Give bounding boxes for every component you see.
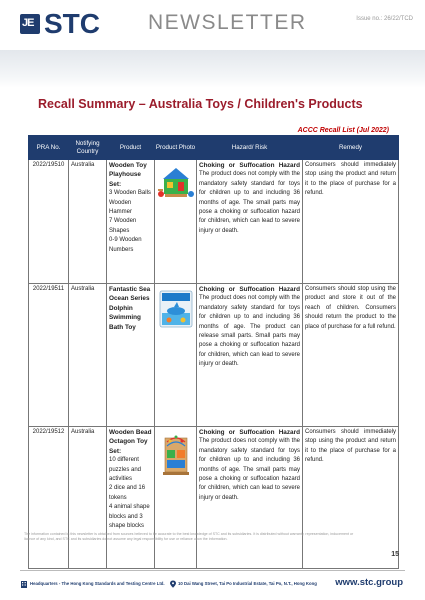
dolphin-bath-toy-photo [157, 289, 195, 329]
table-header-row [29, 136, 399, 160]
product-cell [107, 284, 155, 427]
footer-bar [20, 578, 415, 592]
product-detail: 2 dice and 16 tokens [109, 485, 146, 501]
bead-octagon-toy-photo [157, 432, 195, 472]
issue-number: Issue no.: 26/22/TCD [356, 16, 413, 22]
wooden-playhouse-photo [157, 165, 195, 205]
pra-number: 2022/19510 [29, 160, 69, 284]
website-link[interactable]: www.stc.group [335, 577, 403, 588]
product-name: Wooden Toy Playhouse Set: [109, 162, 147, 188]
logo-text: STC [44, 8, 100, 39]
headquarters-text: Headquarters - The Hong Kong Standards and Testing Centre Ltd. [30, 581, 165, 586]
hazard-description: The product does not comply with the mandatory safety standard for toys for children up to and including 36 months of age. The small parts may pose a choking or suffocation hazard for children, which can lead to severe injury or death. [199, 438, 300, 501]
hazard-cell [197, 160, 303, 284]
footer-divider [20, 570, 405, 571]
product-detail: Wooden Hammer [109, 199, 133, 216]
product-detail: 3 Wooden Balls [109, 190, 151, 197]
hazard-description: The product does not comply with the mandatory safety standard for toys for children up to and including 36 months of age. The product can release small parts. Small parts may pose a choking or suffocation hazard for children, which can lead to severe injury or death. [199, 295, 300, 368]
hazard-cell [197, 427, 303, 569]
building-icon [20, 580, 28, 588]
header-remedy: Remedy [303, 136, 399, 160]
table-row [29, 427, 399, 569]
product-detail: 0-9 Wooden Numbers [109, 237, 142, 253]
product-cell [107, 160, 155, 284]
notifying-country: Australia [69, 160, 107, 284]
remedy-cell [303, 284, 399, 427]
hazard-title: Choking or Suffocation Hazard [199, 429, 300, 436]
remedy-text: Consumers should stop using the product and store it out of the reach of children. Consumers should return the product to the place of purchase for a full refund. [305, 286, 396, 330]
product-detail: 4 animal shape blocks and 3 shape blocks [109, 504, 150, 530]
notifying-country: Australia [69, 284, 107, 427]
hazard-cell [197, 284, 303, 427]
page-number: 15 [391, 551, 399, 558]
header-product: Product [107, 136, 155, 160]
page-header [0, 0, 425, 44]
product-photo-cell [155, 427, 197, 569]
header-hazard: Hazard/ Risk [197, 136, 303, 160]
pra-number: 2022/19512 [29, 427, 69, 569]
recall-table [28, 135, 399, 569]
header-pra: PRA No. [29, 136, 69, 160]
stc-logo-icon: JE [20, 14, 40, 34]
table-row [29, 284, 399, 427]
pra-number: 2022/19511 [29, 284, 69, 427]
remedy-cell [303, 160, 399, 284]
product-name: Fantastic Sea Ocean Series Dolphin Swimming Bath Toy [109, 286, 151, 331]
product-detail: 7 Wooden Shapes [109, 218, 137, 234]
hazard-description: The product does not comply with the mandatory safety standard for toys for children up to and including 36 months of age. The small parts may pose a choking or suffocation hazard for children, which can lead to severe injury or death. [199, 171, 300, 234]
header-country: Notifying Country [69, 136, 107, 160]
product-photo-cell [155, 284, 197, 427]
location-pin-icon [169, 580, 177, 588]
address-text: 10 Dai Wang Street, Tai Po Industrial Estate, Tai Po, N.T., Hong Kong [178, 581, 317, 586]
hazard-title: Choking or Suffocation Hazard [199, 162, 300, 169]
disclaimer-text: The information contained in this newsletter is obtained from sources believed to be accurate to the best knowledge of STC and its subsidiaries. It is distributed without warranty, representation, inducement or licence of any kind, and STC and its subsidiaries do not assume any legal responsibility for use or reliance upon the information. [24, 532, 354, 541]
remedy-cell [303, 427, 399, 569]
product-detail: 10 different puzzles and activities [109, 457, 142, 483]
table-row [29, 160, 399, 284]
remedy-text: Consumers should immediately stop using the product and return it to the place of purchase for a refund. [305, 162, 396, 197]
product-name: Wooden Bead Octagon Toy Set: [109, 429, 152, 455]
hazard-title: Choking or Suffocation Hazard [199, 286, 300, 293]
remedy-text: Consumers should immediately stop using the product and return it to the place of purchase for a refund. [305, 429, 396, 464]
notifying-country: Australia [69, 427, 107, 569]
newsletter-title: NEWSLETTER [148, 11, 307, 34]
recall-list-label: ACCC Recall List (Jul 2022) [297, 127, 389, 134]
product-photo-cell [155, 160, 197, 284]
page-title: Recall Summary – Australia Toys / Children's Products [38, 97, 363, 111]
product-cell [107, 427, 155, 569]
header-photo: Product Photo [155, 136, 197, 160]
title-band [0, 50, 425, 88]
